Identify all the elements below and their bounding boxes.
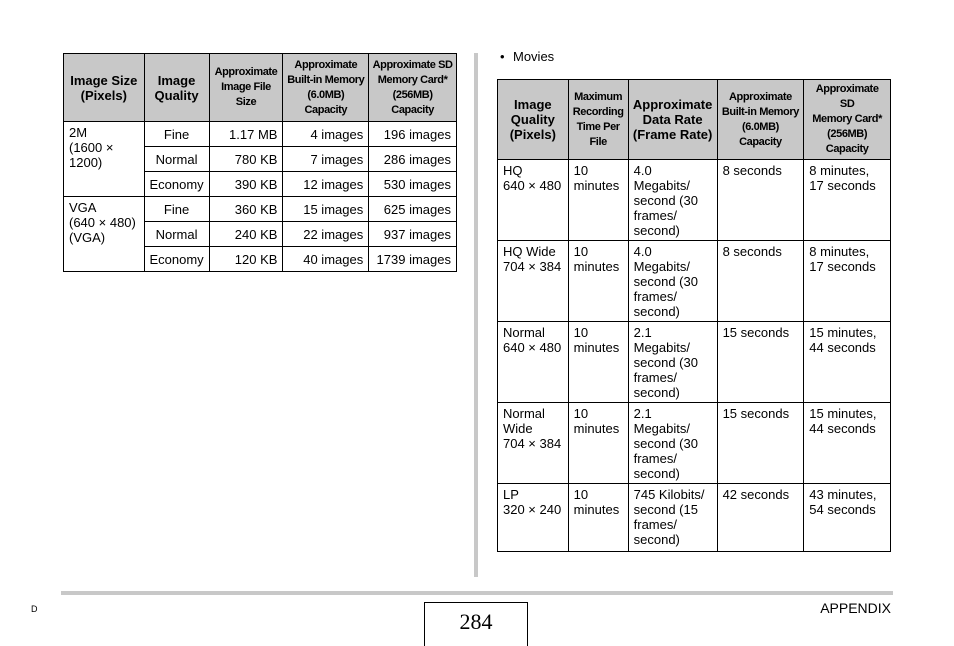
sd-cell: 8 minutes, 17 seconds: [804, 160, 891, 241]
table-row: [64, 197, 457, 222]
header-image-quality: Image Quality (Pixels): [498, 80, 569, 160]
table-row: [498, 484, 891, 552]
table-header-row: [64, 54, 457, 122]
page-number: 284: [424, 602, 528, 646]
rate-cell: 745 Kilobits/ second (15 frames/ second): [628, 484, 717, 552]
header-image-size: Image Size (Pixels): [64, 54, 145, 122]
file-size-cell: 240 KB: [209, 222, 283, 247]
sd-cell: 8 minutes, 17 seconds: [804, 241, 891, 322]
movies-heading: Movies: [513, 49, 555, 64]
header-builtin-capacity: Approximate Built-in Memory (6.0MB) Capacity: [717, 80, 804, 160]
quality-cell: Fine: [144, 122, 209, 147]
sd-cell: 196 images: [369, 122, 457, 147]
builtin-cell: 4 images: [283, 122, 369, 147]
builtin-cell: 22 images: [283, 222, 369, 247]
table-row: [498, 403, 891, 484]
sd-cell: 937 images: [369, 222, 457, 247]
file-size-cell: 1.17 MB: [209, 122, 283, 147]
quality-cell: Economy: [144, 172, 209, 197]
builtin-cell: 15 seconds: [717, 322, 804, 403]
max-time-cell: 10 minutes: [568, 322, 628, 403]
header-max-recording-time: Maximum Recording Time Per File: [568, 80, 628, 160]
size-cell: VGA (640 × 480) (VGA): [64, 197, 145, 272]
section-label: APPENDIX: [820, 600, 891, 616]
builtin-cell: 7 images: [283, 147, 369, 172]
sd-cell: 15 minutes, 44 seconds: [804, 322, 891, 403]
table-row: [498, 322, 891, 403]
rate-cell: 2.1 Megabits/ second (30 frames/ second): [628, 403, 717, 484]
quality-cell: Fine: [144, 197, 209, 222]
header-file-size: Approximate Image File Size: [209, 54, 283, 122]
header-sd-capacity: Approximate SD Memory Card* (256MB) Capacity: [804, 80, 891, 160]
max-time-cell: 10 minutes: [568, 160, 628, 241]
movie-capacity-table: [497, 79, 891, 552]
sd-cell: 1739 images: [369, 247, 457, 272]
language-marker: D: [31, 604, 38, 614]
max-time-cell: 10 minutes: [568, 403, 628, 484]
quality-cell: Normal 640 × 480: [498, 322, 569, 403]
header-data-rate: Approximate Data Rate (Frame Rate): [628, 80, 717, 160]
file-size-cell: 360 KB: [209, 197, 283, 222]
sd-cell: 15 minutes, 44 seconds: [804, 403, 891, 484]
max-time-cell: 10 minutes: [568, 484, 628, 552]
table-row: [498, 160, 891, 241]
table-row: [498, 241, 891, 322]
column-divider: [474, 53, 478, 577]
header-image-quality: Image Quality: [144, 54, 209, 122]
sd-cell: 530 images: [369, 172, 457, 197]
file-size-cell: 120 KB: [209, 247, 283, 272]
quality-cell: LP 320 × 240: [498, 484, 569, 552]
still-image-capacity-table: [63, 53, 457, 272]
builtin-cell: 42 seconds: [717, 484, 804, 552]
quality-cell: Normal Wide 704 × 384: [498, 403, 569, 484]
footer-rule: [61, 591, 893, 595]
quality-cell: Economy: [144, 247, 209, 272]
builtin-cell: 15 images: [283, 197, 369, 222]
file-size-cell: 780 KB: [209, 147, 283, 172]
size-cell: 2M (1600 × 1200): [64, 122, 145, 197]
sd-cell: 625 images: [369, 197, 457, 222]
rate-cell: 2.1 Megabits/ second (30 frames/ second): [628, 322, 717, 403]
quality-cell: HQ Wide 704 × 384: [498, 241, 569, 322]
builtin-cell: 8 seconds: [717, 241, 804, 322]
sd-cell: 43 minutes, 54 seconds: [804, 484, 891, 552]
bullet-dot: •: [500, 49, 505, 64]
builtin-cell: 8 seconds: [717, 160, 804, 241]
builtin-cell: 40 images: [283, 247, 369, 272]
rate-cell: 4.0 Megabits/ second (30 frames/ second): [628, 160, 717, 241]
file-size-cell: 390 KB: [209, 172, 283, 197]
header-sd-capacity: Approximate SD Memory Card* (256MB) Capacity: [369, 54, 457, 122]
quality-cell: Normal: [144, 147, 209, 172]
quality-cell: HQ 640 × 480: [498, 160, 569, 241]
rate-cell: 4.0 Megabits/ second (30 frames/ second): [628, 241, 717, 322]
max-time-cell: 10 minutes: [568, 241, 628, 322]
table-header-row: [498, 80, 891, 160]
quality-cell: Normal: [144, 222, 209, 247]
sd-cell: 286 images: [369, 147, 457, 172]
builtin-cell: 15 seconds: [717, 403, 804, 484]
table-row: [64, 122, 457, 147]
builtin-cell: 12 images: [283, 172, 369, 197]
movies-bullet: [500, 49, 554, 65]
header-builtin-capacity: Approximate Built-in Memory (6.0MB) Capacity: [283, 54, 369, 122]
